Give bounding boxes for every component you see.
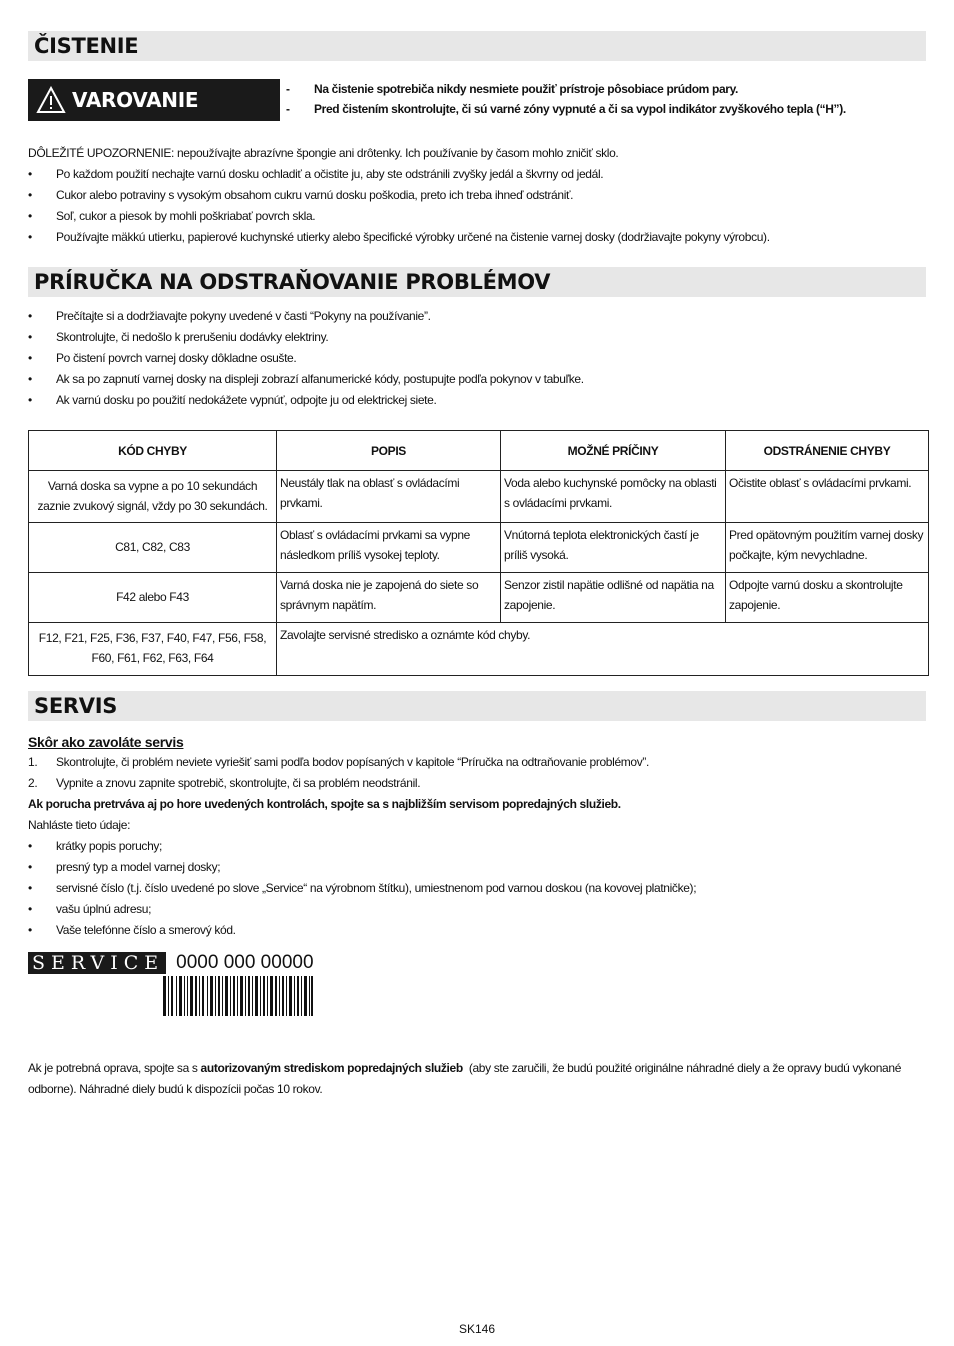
table-cell: Varná doska sa vypne a po 10 sekundách zaznie zvukový signál, vždy po 30 sekundách. (29, 471, 277, 523)
list-item: • Soľ, cukor a piesok by mohli poškriabať povrch skla. (28, 209, 316, 223)
list-item: • Prečítajte si a dodržiavajte pokyny uvedené v časti “Pokyny na používanie”. (28, 309, 431, 323)
table-row (29, 523, 929, 573)
section-title-cleaning: ČISTENIE (28, 31, 926, 61)
list-item: • Skontrolujte, či nedošlo k prerušeniu dodávky elektriny. (28, 330, 329, 344)
table-header: MOŽNÉ PRÍČINY (501, 431, 726, 471)
list-item: • krátky popis poruchy; (28, 839, 163, 853)
important-note: DÔLEŽITÉ UPOZORNENIE: nepoužívajte abrazívne špongie ani drôtenky. Ich používanie by časom mohlo zničiť sklo. (28, 146, 619, 160)
table-header: POPIS (277, 431, 501, 471)
list-item: • Ak sa po zapnutí varnej dosky na displeji zobrazí alfanumerické kódy, postupujte podľa pokynov v tabuľke. (28, 372, 584, 386)
warning-line: Na čistenie spotrebiča nikdy nesmiete použiť prístroje pôsobiace prúdom pary. (314, 82, 739, 96)
service-closing: Ak je potrebná oprava, spojte sa s autorizovaným strediskom popredajných služieb (aby ste zaručili, že budú použité originálne náhradné diely a že opravy budú vykonané odborne). Náhradné diely budú k dispozícii počas 10 rokov. (28, 1061, 902, 1096)
table-cell: Voda alebo kuchynské pomôcky na oblasti s ovládacími prvkami. (501, 471, 726, 523)
table-row (29, 573, 929, 623)
table-cell: Odpojte varnú dosku a skontrolujte zapojenie. (726, 573, 929, 623)
table-cell: Neustály tlak na oblasť s ovládacími prvkami. (277, 471, 501, 523)
warning-triangle-icon (36, 86, 66, 114)
list-item: • presný typ a model varnej dosky; (28, 860, 221, 874)
service-body (28, 732, 928, 941)
table-cell: Varná doska nie je zapojená do siete so správnym napätím. (277, 573, 501, 623)
list-item: • vašu úplnú adresu; (28, 902, 152, 916)
report-intro: Nahláste tieto údaje: (28, 818, 131, 832)
table-cell: Vnútorná teplota elektronických častí je príliš vysoká. (501, 523, 726, 573)
list-item: • Vaše telefónne číslo a smerový kód. (28, 923, 236, 937)
table-row (29, 471, 929, 523)
list-item: • Po čistení povrch varnej dosky dôkladne osušte. (28, 351, 297, 365)
table-header: ODSTRÁNENIE CHYBY (726, 431, 929, 471)
cleaning-body (28, 143, 928, 248)
list-item: • Cukor alebo potraviny s vysokým obsahom cukru varnú dosku poškodia, preto ich treba ihneď odstrániť. (28, 188, 574, 202)
page-code: SK146 (458, 1322, 496, 1336)
service-label-word: SERVICE (28, 952, 166, 974)
list-item: 1. Skontrolujte, či problém neviete vyriešiť sami podľa bodov popísaných v kapitole “Príručka na odtraňovanie problémov”. (28, 755, 650, 769)
barcode-icon (163, 976, 313, 1016)
troubleshooting-list (28, 306, 928, 411)
table-header-row (29, 431, 929, 471)
list-item: • Ak varnú dosku po použití nedokážete vypnúť, odpojte ju od elektrickej siete. (28, 393, 437, 407)
table-cell: F12, F21, F25, F36, F37, F40, F47, F56, F58, F60, F61, F62, F63, F64 (29, 623, 277, 676)
table-cell: Pred opätovným použitím varnej dosky počkajte, kým nevychladne. (726, 523, 929, 573)
table-cell: Zavolajte servisné stredisko a oznámte kód chyby. (277, 623, 929, 676)
table-cell: F42 alebo F43 (29, 573, 277, 623)
error-code-table (28, 430, 929, 676)
service-bold-note: Ak porucha pretrváva aj po hore uvedených kontrolách, spojte sa s najbližším servisom popredajných služieb. (28, 797, 621, 811)
table-cell: Očistite oblasť s ovládacími prvkami. (726, 471, 929, 523)
list-item: • servisné číslo (t.j. číslo uvedené po slove „Service“ na výrobnom štítku), umiestnenom pod varnou doskou (na kovovej platničke); (28, 881, 697, 895)
list-item: • Po každom použití nechajte varnú dosku ochladiť a očistite ju, aby ste odstránili zvyšky jedál a škvrny od jedál. (28, 167, 604, 181)
service-label-number: 0000 000 00000 (176, 952, 314, 973)
table-header: KÓD CHYBY (29, 431, 277, 471)
section-title-service: SERVIS (28, 691, 926, 721)
warning-lines: - Na čistenie spotrebiča nikdy nesmiete použiť prístroje pôsobiace prúdom pary. - Pred čistením skontrolujte, či sú varné zóny vypnuté a či sa vypol indikátor zvyškového tepla (“H”). (286, 79, 926, 119)
warning-label: VAROVANIE (72, 88, 199, 112)
table-cell: C81, C82, C83 (29, 523, 277, 573)
list-item: • Používajte mäkkú utierku, papierové kuchynské utierky alebo špecifické výrobky určené na čistenie varnej dosky (dodržiavajte pokyny výrobcu). (28, 230, 770, 244)
table-row (29, 623, 929, 676)
table-cell: Senzor zistil napätie odlišné od napätia na zapojenie. (501, 573, 726, 623)
section-title-troubleshooting: PRÍRUČKA NA ODSTRAŇOVANIE PROBLÉMOV (28, 267, 926, 297)
service-subtitle: Skôr ako zavoláte servis (28, 734, 184, 750)
warning-box (28, 79, 280, 121)
warning-line: Pred čistením skontrolujte, či sú varné zóny vypnuté a či sa vypol indikátor zvyškového tepla (“H”). (314, 102, 846, 116)
table-cell: Oblasť s ovládacími prvkami sa vypne následkom príliš vysokej teploty. (277, 523, 501, 573)
service-label (28, 952, 314, 974)
list-item: 2. Vypnite a znovu zapnite spotrebič, skontrolujte, či sa problém neodstránil. (28, 776, 421, 790)
